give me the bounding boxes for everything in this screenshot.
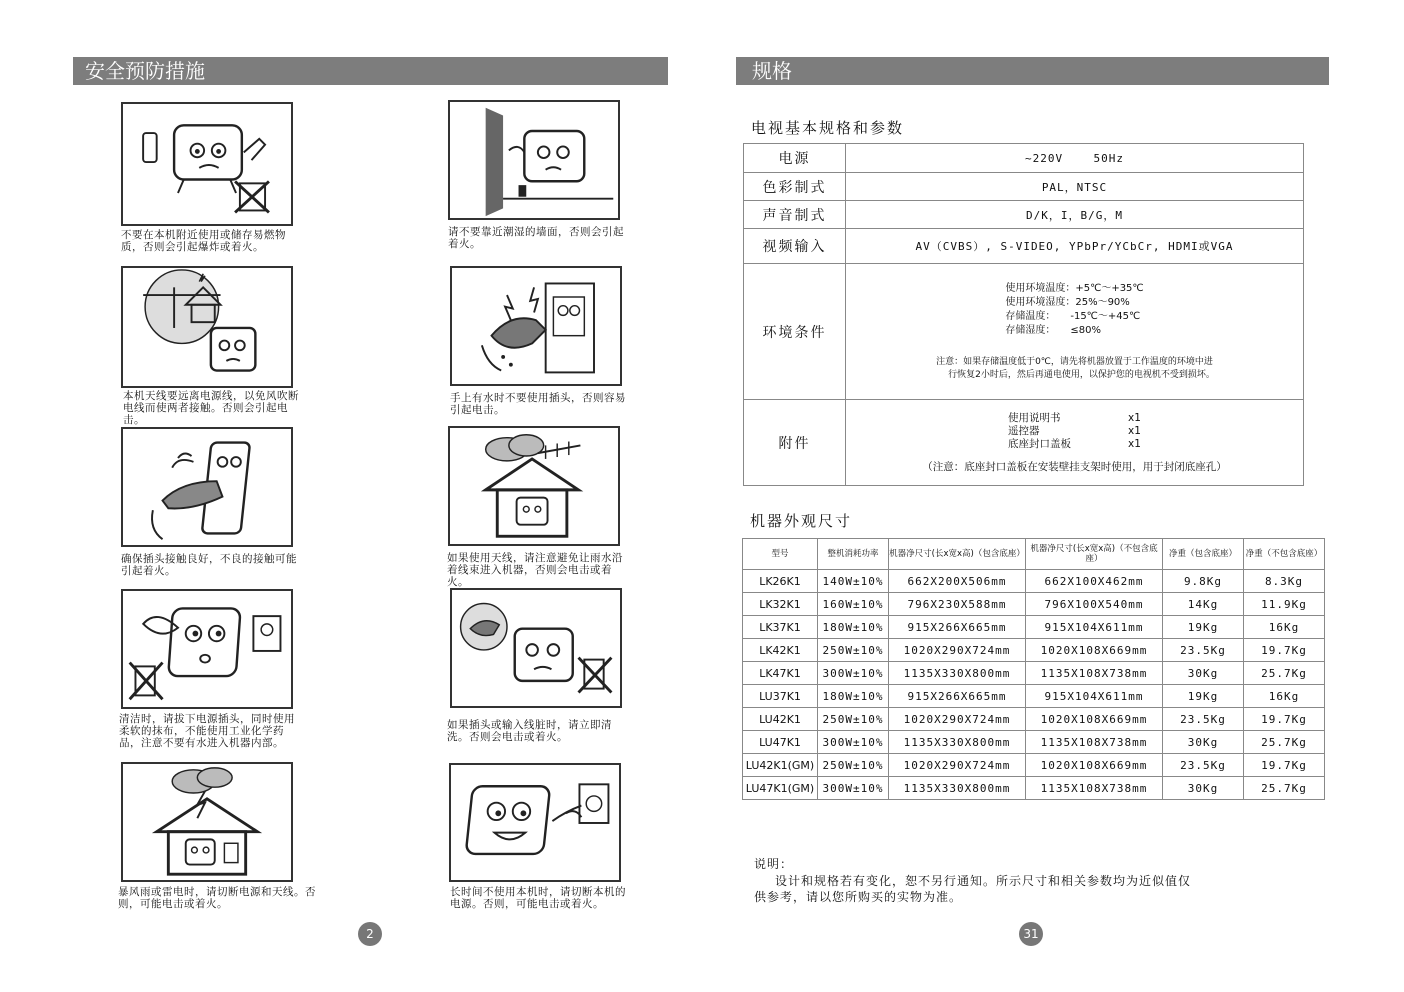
spec-row-sound [744, 201, 1304, 229]
right-page-title: 规格 [752, 59, 792, 83]
table-cell-without-base: 1020X108X669mm [1026, 639, 1163, 662]
spec-table [743, 143, 1304, 486]
table-cell-without-base: 662X100X462mm [1026, 570, 1163, 593]
table-cell-weight-without: 25.7Kg [1244, 777, 1325, 800]
tv-character-antenna-icon [123, 268, 291, 386]
table-cell-weight-with: 9.8Kg [1163, 570, 1244, 593]
table-cell-without-base: 1135X108X738mm [1026, 777, 1163, 800]
wet-hand-plug-icon [452, 268, 620, 384]
table-cell-with-base: 1135X330X800mm [889, 662, 1026, 685]
explanation-line-2: 供参考，请以您所购买的实物为准。 [754, 890, 963, 904]
table-row [743, 639, 1325, 662]
table-row [743, 685, 1325, 708]
spec-label: 电源 [744, 144, 846, 173]
left-page-number: 2 [358, 922, 382, 946]
dimension-table [742, 538, 1325, 800]
table-cell-weight-without: 19.7Kg [1244, 639, 1325, 662]
table-cell-power: 300W±10% [818, 662, 889, 685]
table-cell-power: 250W±10% [818, 754, 889, 777]
col-header: 整机消耗功率 [818, 539, 889, 570]
table-cell-weight-with: 23.5Kg [1163, 639, 1244, 662]
explanation-title: 说明： [754, 857, 794, 871]
plug-contact-illustration [121, 427, 293, 547]
table-cell-power: 180W±10% [818, 685, 889, 708]
table-cell-model: LK32K1 [743, 593, 818, 616]
caption-10: 长时间不使用本机时，请切断本机的电源。否则，可能电击或着火。 [450, 886, 626, 910]
table-cell-weight-without: 19.7Kg [1244, 754, 1325, 777]
tv-character-flammable-icon [123, 104, 291, 224]
env-note [846, 356, 1303, 382]
table-cell-without-base: 1135X108X738mm [1026, 662, 1163, 685]
rain-antenna-illustration [448, 426, 620, 546]
table-cell-model: LK47K1 [743, 662, 818, 685]
table-row [743, 662, 1325, 685]
table-cell-model: LK26K1 [743, 570, 818, 593]
table-cell-model: LU42K1 [743, 708, 818, 731]
table-row [743, 593, 1325, 616]
table-cell-with-base: 1135X330X800mm [889, 731, 1026, 754]
spec-value: PAL，NTSC [846, 173, 1304, 201]
house-thunderstorm-icon [123, 764, 291, 880]
accessory-note: （注意：底座封口盖板在安装壁挂支架时使用，用于封闭底座孔） [922, 460, 1227, 473]
col-header: 型号 [743, 539, 818, 570]
table-cell-with-base: 1020X290X724mm [889, 754, 1026, 777]
env-line: 使用环境湿度：25%～90% [1005, 296, 1130, 308]
spec-value-accessories [846, 400, 1304, 486]
table-row [743, 708, 1325, 731]
table-cell-model: LK42K1 [743, 639, 818, 662]
table-cell-weight-with: 30Kg [1163, 731, 1244, 754]
caption-7: 清洁时，请拔下电源插头，同时使用柔软的抹布，不能使用工业化学药品，注意不要有水进入机器内部。 [119, 713, 295, 749]
right-page-number: 31 [1019, 922, 1043, 946]
spec-row-accessories [744, 400, 1304, 486]
unplug-illustration [449, 763, 621, 882]
table-cell-model: LU37K1 [743, 685, 818, 708]
dirty-plug-illustration [450, 588, 622, 708]
table-row [743, 731, 1325, 754]
spec-label: 附件 [744, 400, 846, 486]
spec-label: 环境条件 [744, 264, 846, 400]
plug-contact-icon [123, 429, 291, 545]
tv-unplug-icon [451, 765, 619, 880]
table-row [743, 570, 1325, 593]
table-cell-weight-with: 23.5Kg [1163, 754, 1244, 777]
tv-cleaning-icon [123, 591, 291, 707]
env-line: 存储湿度： ≤80% [1005, 324, 1101, 336]
table-cell-power: 250W±10% [818, 708, 889, 731]
spec-row-color [744, 173, 1304, 201]
table-cell-weight-without: 25.7Kg [1244, 731, 1325, 754]
table-cell-weight-without: 19.7Kg [1244, 708, 1325, 731]
table-cell-power: 140W±10% [818, 570, 889, 593]
accessory-item: 底座封口盖板 x1 [1008, 437, 1141, 450]
table-cell-weight-without: 8.3Kg [1244, 570, 1325, 593]
table-cell-without-base: 796X100X540mm [1026, 593, 1163, 616]
dimension-header-row [743, 539, 1325, 570]
col-header: 机器净尺寸(长x宽x高)（包含底座） [889, 539, 1026, 570]
cleaning-illustration [121, 589, 293, 709]
table-cell-weight-with: 30Kg [1163, 662, 1244, 685]
spec-row-env [744, 264, 1304, 400]
table-row [743, 777, 1325, 800]
flammable-warning-illustration [121, 102, 293, 226]
table-cell-without-base: 1020X108X669mm [1026, 754, 1163, 777]
table-cell-model: LU47K1 [743, 731, 818, 754]
caption-1: 不要在本机附近使用或储存易燃物质，否则会引起爆炸或着火。 [121, 229, 286, 253]
antenna-powerline-illustration [121, 266, 293, 388]
caption-4: 手上有水时不要使用插头，否则容易引起电击。 [450, 392, 626, 416]
accessory-item: 遥控器 x1 [1008, 424, 1141, 437]
table-cell-power: 300W±10% [818, 777, 889, 800]
damp-wall-illustration [448, 100, 620, 220]
accessory-item: 使用说明书 x1 [1008, 411, 1141, 424]
table-cell-weight-with: 19Kg [1163, 685, 1244, 708]
caption-8: 如果插头或输入线脏时，请立即清洗。否则会电击或着火。 [447, 719, 612, 743]
env-note-line: 行恢复2小时后，然后再通电使用，以保护您的电视机不受到损坏。 [948, 369, 1215, 380]
left-header-bar [73, 57, 668, 85]
dimension-section-title: 机器外观尺寸 [750, 512, 853, 530]
spec-label: 声音制式 [744, 201, 846, 229]
col-header: 机器净尺寸(长x宽x高)（不包含底座） [1026, 539, 1163, 570]
table-cell-with-base: 915X266X665mm [889, 685, 1026, 708]
table-cell-weight-without: 16Kg [1244, 616, 1325, 639]
table-cell-weight-without: 25.7Kg [1244, 662, 1325, 685]
env-line: 使用环境温度：+5℃～+35℃ [1005, 282, 1144, 294]
right-header-bar [736, 57, 1329, 85]
col-header: 净重（包含底座） [1163, 539, 1244, 570]
explanation-line-1: 设计和规格若有变化，恕不另行通知。所示尺寸和相关参数均为近似值仅 [775, 874, 1192, 888]
table-cell-model: LU42K1(GM) [743, 754, 818, 777]
table-cell-with-base: 796X230X588mm [889, 593, 1026, 616]
table-cell-weight-with: 23.5Kg [1163, 708, 1244, 731]
spec-row-power [744, 144, 1304, 173]
thunderstorm-illustration [121, 762, 293, 882]
spec-value: AV（CVBS）, S-VIDEO, YPbPr/YCbCr, HDMI或VGA [846, 229, 1304, 264]
spec-label: 视频输入 [744, 229, 846, 264]
table-cell-weight-without: 11.9Kg [1244, 593, 1325, 616]
table-cell-with-base: 915X266X665mm [889, 616, 1026, 639]
table-cell-without-base: 1135X108X738mm [1026, 731, 1163, 754]
col-header: 净重（不包含底座） [1244, 539, 1325, 570]
table-row [743, 754, 1325, 777]
table-cell-power: 300W±10% [818, 731, 889, 754]
table-cell-weight-with: 14Kg [1163, 593, 1244, 616]
spec-section-title: 电视基本规格和参数 [751, 119, 905, 137]
table-cell-model: LU47K1(GM) [743, 777, 818, 800]
env-line: 存储温度： -15℃～+45℃ [1005, 310, 1141, 322]
table-cell-without-base: 915X104X611mm [1026, 616, 1163, 639]
table-cell-with-base: 1135X330X800mm [889, 777, 1026, 800]
table-row [743, 616, 1325, 639]
caption-3: 本机天线要远离电源线，以免风吹断电线而使两者接触。否则会引起电击。 [123, 390, 299, 426]
table-cell-weight-with: 30Kg [1163, 777, 1244, 800]
table-cell-with-base: 1020X290X724mm [889, 639, 1026, 662]
spec-value-env [846, 264, 1304, 400]
table-cell-power: 160W±10% [818, 593, 889, 616]
table-cell-power: 180W±10% [818, 616, 889, 639]
tv-dirty-plug-icon [452, 590, 620, 706]
caption-9: 暴风雨或雷电时，请切断电源和天线。否则，可能电击或着火。 [118, 886, 316, 910]
table-cell-weight-with: 19Kg [1163, 616, 1244, 639]
table-cell-with-base: 662X200X506mm [889, 570, 1026, 593]
caption-5: 确保插头接触良好，不良的接触可能引起着火。 [121, 553, 297, 577]
accessory-list [1008, 412, 1141, 451]
spec-label: 色彩制式 [744, 173, 846, 201]
caption-2: 请不要靠近潮湿的墙面，否则会引起着火。 [448, 226, 624, 250]
table-cell-model: LK37K1 [743, 616, 818, 639]
spec-value: ~220V 50Hz [846, 144, 1304, 173]
spec-row-video [744, 229, 1304, 264]
house-rain-icon [450, 428, 618, 544]
wet-hands-plug-illustration [450, 266, 622, 386]
table-cell-without-base: 1020X108X669mm [1026, 708, 1163, 731]
caption-6: 如果使用天线，请注意避免让雨水沿着线束进入机器，否则会电击或着火。 [447, 552, 623, 588]
left-page-title: 安全预防措施 [85, 59, 205, 83]
table-cell-power: 250W±10% [818, 639, 889, 662]
env-lines [1005, 282, 1143, 338]
env-note-line: 注意：如果存储温度低于0℃，请先将机器放置于工作温度的环境中进 [936, 356, 1213, 367]
table-cell-without-base: 915X104X611mm [1026, 685, 1163, 708]
tv-character-wall-icon [450, 102, 618, 218]
spec-value: D/K，I，B/G，M [846, 201, 1304, 229]
table-cell-with-base: 1020X290X724mm [889, 708, 1026, 731]
table-cell-weight-without: 16Kg [1244, 685, 1325, 708]
